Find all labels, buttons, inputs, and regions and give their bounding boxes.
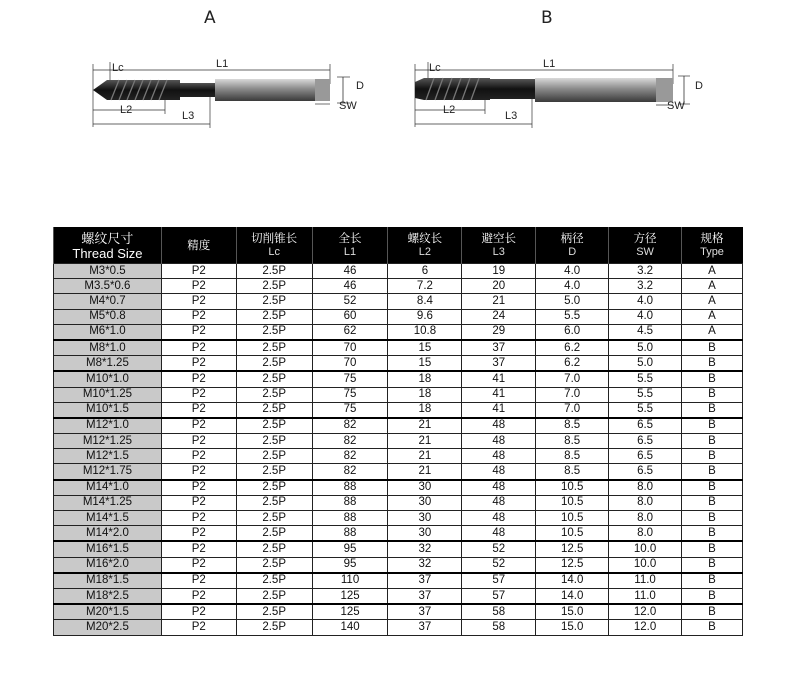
cell-d: 7.0 [536, 371, 609, 387]
cell-l2: 9.6 [388, 309, 462, 324]
cell-thread-size: M3.5*0.6 [54, 279, 162, 294]
cell-type: B [682, 573, 743, 589]
cell-d: 7.0 [536, 402, 609, 418]
cell-type: B [682, 371, 743, 387]
cell-l1: 75 [312, 387, 388, 402]
cell-precision: P2 [161, 418, 236, 434]
cell-l2: 30 [388, 480, 462, 496]
cell-thread-size: M12*1.5 [54, 449, 162, 464]
cell-l2: 30 [388, 495, 462, 510]
cell-precision: P2 [161, 495, 236, 510]
cell-l3: 48 [462, 434, 536, 449]
cell-precision: P2 [161, 604, 236, 620]
cell-precision: P2 [161, 511, 236, 526]
cell-sw: 4.0 [609, 309, 682, 324]
cell-precision: P2 [161, 434, 236, 449]
cell-sw: 5.5 [609, 371, 682, 387]
dim-sw-a: SW [339, 100, 357, 112]
cell-l3: 58 [462, 604, 536, 620]
table-row [54, 541, 743, 557]
table-row [54, 511, 743, 526]
cell-thread-size: M5*0.8 [54, 309, 162, 324]
cell-l1: 70 [312, 356, 388, 372]
cell-sw: 4.0 [609, 294, 682, 309]
cell-lc: 2.5P [236, 620, 312, 635]
cell-lc: 2.5P [236, 324, 312, 340]
cell-precision: P2 [161, 620, 236, 635]
cell-type: A [682, 309, 743, 324]
cell-d: 10.5 [536, 526, 609, 542]
cell-l3: 37 [462, 340, 536, 356]
dim-l2-a: L2 [120, 104, 133, 116]
cell-sw: 8.0 [609, 511, 682, 526]
cell-type: A [682, 294, 743, 309]
cell-l3: 20 [462, 279, 536, 294]
cell-l1: 82 [312, 449, 388, 464]
cell-lc: 2.5P [236, 495, 312, 510]
cell-sw: 10.0 [609, 541, 682, 557]
cell-d: 14.0 [536, 573, 609, 589]
table-row [54, 402, 743, 418]
cell-l3: 24 [462, 309, 536, 324]
cell-l1: 82 [312, 464, 388, 480]
cell-sw: 6.5 [609, 418, 682, 434]
cell-d: 8.5 [536, 434, 609, 449]
cell-thread-size: M12*1.0 [54, 418, 162, 434]
cell-d: 14.0 [536, 588, 609, 604]
cell-l1: 60 [312, 309, 388, 324]
cell-thread-size: M8*1.0 [54, 340, 162, 356]
cell-l2: 37 [388, 588, 462, 604]
cell-sw: 6.5 [609, 434, 682, 449]
cell-precision: P2 [161, 279, 236, 294]
cell-l1: 110 [312, 573, 388, 589]
cell-precision: P2 [161, 264, 236, 279]
cell-l2: 37 [388, 573, 462, 589]
cell-l2: 21 [388, 449, 462, 464]
cell-type: B [682, 356, 743, 372]
cell-lc: 2.5P [236, 340, 312, 356]
cell-l2: 7.2 [388, 279, 462, 294]
dim-sw-b: SW [667, 100, 685, 112]
cell-type: B [682, 526, 743, 542]
cell-lc: 2.5P [236, 449, 312, 464]
cell-lc: 2.5P [236, 526, 312, 542]
cell-type: B [682, 434, 743, 449]
cell-lc: 2.5P [236, 309, 312, 324]
cell-type: B [682, 449, 743, 464]
cell-l1: 46 [312, 264, 388, 279]
cell-sw: 5.5 [609, 387, 682, 402]
cell-type: B [682, 418, 743, 434]
cell-l1: 75 [312, 371, 388, 387]
cell-l2: 18 [388, 371, 462, 387]
cell-l1: 125 [312, 604, 388, 620]
cell-lc: 2.5P [236, 588, 312, 604]
cell-precision: P2 [161, 387, 236, 402]
cell-precision: P2 [161, 464, 236, 480]
cell-l1: 46 [312, 279, 388, 294]
cell-lc: 2.5P [236, 402, 312, 418]
cell-precision: P2 [161, 480, 236, 496]
cell-lc: 2.5P [236, 604, 312, 620]
cell-l3: 19 [462, 264, 536, 279]
cell-lc: 2.5P [236, 541, 312, 557]
cell-l2: 32 [388, 557, 462, 573]
cell-lc: 2.5P [236, 371, 312, 387]
table-row [54, 526, 743, 542]
cell-l1: 140 [312, 620, 388, 635]
cell-d: 4.0 [536, 279, 609, 294]
cell-d: 12.5 [536, 557, 609, 573]
cell-sw: 11.0 [609, 573, 682, 589]
cell-sw: 11.0 [609, 588, 682, 604]
cell-sw: 5.0 [609, 340, 682, 356]
dim-lc-b: Lc [429, 62, 441, 74]
cell-l2: 21 [388, 434, 462, 449]
cell-l3: 58 [462, 620, 536, 635]
cell-sw: 4.5 [609, 324, 682, 340]
table-row [54, 573, 743, 589]
cell-type: A [682, 279, 743, 294]
cell-d: 6.0 [536, 324, 609, 340]
cell-l1: 88 [312, 480, 388, 496]
table-row [54, 309, 743, 324]
header-l1: 全长 L1 [312, 228, 388, 264]
cell-l1: 70 [312, 340, 388, 356]
cell-type: B [682, 511, 743, 526]
cell-precision: P2 [161, 449, 236, 464]
table-row [54, 387, 743, 402]
table-row [54, 371, 743, 387]
dim-lc-a: Lc [112, 62, 124, 74]
cell-d: 5.5 [536, 309, 609, 324]
figure-b-label: B [541, 8, 553, 28]
table-row [54, 434, 743, 449]
cell-l3: 29 [462, 324, 536, 340]
table-row [54, 264, 743, 279]
cell-thread-size: M20*2.5 [54, 620, 162, 635]
cell-lc: 2.5P [236, 573, 312, 589]
cell-l2: 37 [388, 620, 462, 635]
cell-l2: 37 [388, 604, 462, 620]
cell-precision: P2 [161, 309, 236, 324]
cell-l1: 82 [312, 434, 388, 449]
cell-d: 8.5 [536, 464, 609, 480]
cell-sw: 8.0 [609, 526, 682, 542]
cell-l1: 88 [312, 495, 388, 510]
header-precision: 精度 [161, 228, 236, 264]
cell-precision: P2 [161, 526, 236, 542]
cell-thread-size: M12*1.25 [54, 434, 162, 449]
cell-precision: P2 [161, 573, 236, 589]
cell-thread-size: M10*1.5 [54, 402, 162, 418]
cell-type: A [682, 324, 743, 340]
cell-l3: 37 [462, 356, 536, 372]
cell-l2: 21 [388, 418, 462, 434]
cell-l3: 48 [462, 418, 536, 434]
header-thread-size: 螺纹尺寸 Thread Size [54, 228, 162, 264]
cell-sw: 3.2 [609, 264, 682, 279]
cell-type: B [682, 588, 743, 604]
table-row [54, 294, 743, 309]
cell-lc: 2.5P [236, 557, 312, 573]
table-row [54, 340, 743, 356]
cell-precision: P2 [161, 356, 236, 372]
header-l2: 螺纹长 L2 [388, 228, 462, 264]
cell-thread-size: M16*1.5 [54, 541, 162, 557]
cell-precision: P2 [161, 588, 236, 604]
cell-l2: 18 [388, 387, 462, 402]
cell-lc: 2.5P [236, 418, 312, 434]
cell-l2: 21 [388, 464, 462, 480]
cell-sw: 3.2 [609, 279, 682, 294]
cell-l2: 18 [388, 402, 462, 418]
cell-d: 12.5 [536, 541, 609, 557]
cell-lc: 2.5P [236, 387, 312, 402]
header-sw: 方径 SW [609, 228, 682, 264]
cell-d: 4.0 [536, 264, 609, 279]
cell-thread-size: M14*1.5 [54, 511, 162, 526]
cell-type: B [682, 340, 743, 356]
cell-l1: 75 [312, 402, 388, 418]
dim-l3-b: L3 [505, 110, 518, 122]
cell-thread-size: M14*1.25 [54, 495, 162, 510]
cell-d: 15.0 [536, 620, 609, 635]
cell-l3: 48 [462, 480, 536, 496]
table-header-row [54, 228, 743, 264]
cell-l1: 62 [312, 324, 388, 340]
dim-l3-a: L3 [182, 110, 195, 122]
cell-d: 8.5 [536, 449, 609, 464]
cell-l1: 95 [312, 541, 388, 557]
cell-d: 10.5 [536, 511, 609, 526]
cell-l2: 6 [388, 264, 462, 279]
cell-precision: P2 [161, 541, 236, 557]
cell-l1: 52 [312, 294, 388, 309]
cell-l2: 15 [388, 340, 462, 356]
cell-d: 5.0 [536, 294, 609, 309]
header-d: 柄径 D [536, 228, 609, 264]
cell-l1: 88 [312, 526, 388, 542]
cell-l1: 88 [312, 511, 388, 526]
cell-l2: 30 [388, 511, 462, 526]
cell-type: B [682, 480, 743, 496]
figure-a-label: A [204, 8, 216, 28]
table-row [54, 557, 743, 573]
cell-type: B [682, 495, 743, 510]
cell-l3: 41 [462, 387, 536, 402]
cell-sw: 6.5 [609, 449, 682, 464]
cell-l1: 125 [312, 588, 388, 604]
cell-d: 8.5 [536, 418, 609, 434]
cell-l2: 30 [388, 526, 462, 542]
cell-precision: P2 [161, 340, 236, 356]
spec-table [53, 227, 743, 636]
cell-sw: 12.0 [609, 604, 682, 620]
table-row [54, 449, 743, 464]
cell-type: B [682, 402, 743, 418]
cell-thread-size: M10*1.25 [54, 387, 162, 402]
table-row [54, 604, 743, 620]
cell-d: 6.2 [536, 356, 609, 372]
cell-l3: 41 [462, 371, 536, 387]
cell-l2: 15 [388, 356, 462, 372]
table-row [54, 620, 743, 635]
dim-d-a: D [356, 80, 364, 92]
cell-thread-size: M8*1.25 [54, 356, 162, 372]
dim-l1-b: L1 [543, 58, 556, 70]
header-type: 规格 Type [682, 228, 743, 264]
table-row [54, 418, 743, 434]
table-row [54, 480, 743, 496]
dim-l2-b: L2 [443, 104, 456, 116]
header-lc: 切削锥长 Lc [236, 228, 312, 264]
cell-sw: 12.0 [609, 620, 682, 635]
cell-lc: 2.5P [236, 464, 312, 480]
cell-thread-size: M14*1.0 [54, 480, 162, 496]
cell-precision: P2 [161, 557, 236, 573]
dim-d-b: D [695, 80, 703, 92]
header-l3: 避空长 L3 [462, 228, 536, 264]
cell-l3: 48 [462, 526, 536, 542]
cell-l1: 95 [312, 557, 388, 573]
table-body [54, 264, 743, 636]
cell-lc: 2.5P [236, 434, 312, 449]
cell-thread-size: M14*2.0 [54, 526, 162, 542]
cell-type: B [682, 464, 743, 480]
cell-lc: 2.5P [236, 279, 312, 294]
cell-precision: P2 [161, 371, 236, 387]
table-row [54, 495, 743, 510]
cell-sw: 5.5 [609, 402, 682, 418]
cell-l3: 48 [462, 464, 536, 480]
cell-type: B [682, 557, 743, 573]
cell-thread-size: M16*2.0 [54, 557, 162, 573]
cell-type: B [682, 387, 743, 402]
cell-l3: 21 [462, 294, 536, 309]
cell-sw: 6.5 [609, 464, 682, 480]
cell-lc: 2.5P [236, 294, 312, 309]
table-row [54, 588, 743, 604]
cell-l3: 41 [462, 402, 536, 418]
cell-d: 10.5 [536, 495, 609, 510]
cell-l3: 57 [462, 573, 536, 589]
cell-lc: 2.5P [236, 480, 312, 496]
cell-thread-size: M10*1.0 [54, 371, 162, 387]
cell-l3: 48 [462, 511, 536, 526]
cell-lc: 2.5P [236, 511, 312, 526]
cell-d: 6.2 [536, 340, 609, 356]
cell-l3: 48 [462, 449, 536, 464]
cell-d: 10.5 [536, 480, 609, 496]
cell-thread-size: M4*0.7 [54, 294, 162, 309]
cell-thread-size: M18*1.5 [54, 573, 162, 589]
cell-d: 7.0 [536, 387, 609, 402]
cell-sw: 8.0 [609, 480, 682, 496]
cell-sw: 10.0 [609, 557, 682, 573]
table-row [54, 356, 743, 372]
cell-precision: P2 [161, 324, 236, 340]
cell-thread-size: M12*1.75 [54, 464, 162, 480]
cell-precision: P2 [161, 402, 236, 418]
table-row [54, 279, 743, 294]
cell-sw: 8.0 [609, 495, 682, 510]
cell-type: B [682, 541, 743, 557]
cell-type: B [682, 604, 743, 620]
cell-l3: 52 [462, 541, 536, 557]
cell-precision: P2 [161, 294, 236, 309]
cell-l3: 57 [462, 588, 536, 604]
cell-l2: 10.8 [388, 324, 462, 340]
cell-type: A [682, 264, 743, 279]
cell-lc: 2.5P [236, 356, 312, 372]
cell-thread-size: M20*1.5 [54, 604, 162, 620]
cell-l2: 8.4 [388, 294, 462, 309]
cell-thread-size: M6*1.0 [54, 324, 162, 340]
cell-thread-size: M18*2.5 [54, 588, 162, 604]
cell-l3: 52 [462, 557, 536, 573]
cell-lc: 2.5P [236, 264, 312, 279]
cell-l2: 32 [388, 541, 462, 557]
cell-sw: 5.0 [609, 356, 682, 372]
cell-type: B [682, 620, 743, 635]
cell-thread-size: M3*0.5 [54, 264, 162, 279]
cell-l3: 48 [462, 495, 536, 510]
cell-d: 15.0 [536, 604, 609, 620]
table-row [54, 324, 743, 340]
table-row [54, 464, 743, 480]
dim-l1-a: L1 [216, 58, 229, 70]
cell-l1: 82 [312, 418, 388, 434]
